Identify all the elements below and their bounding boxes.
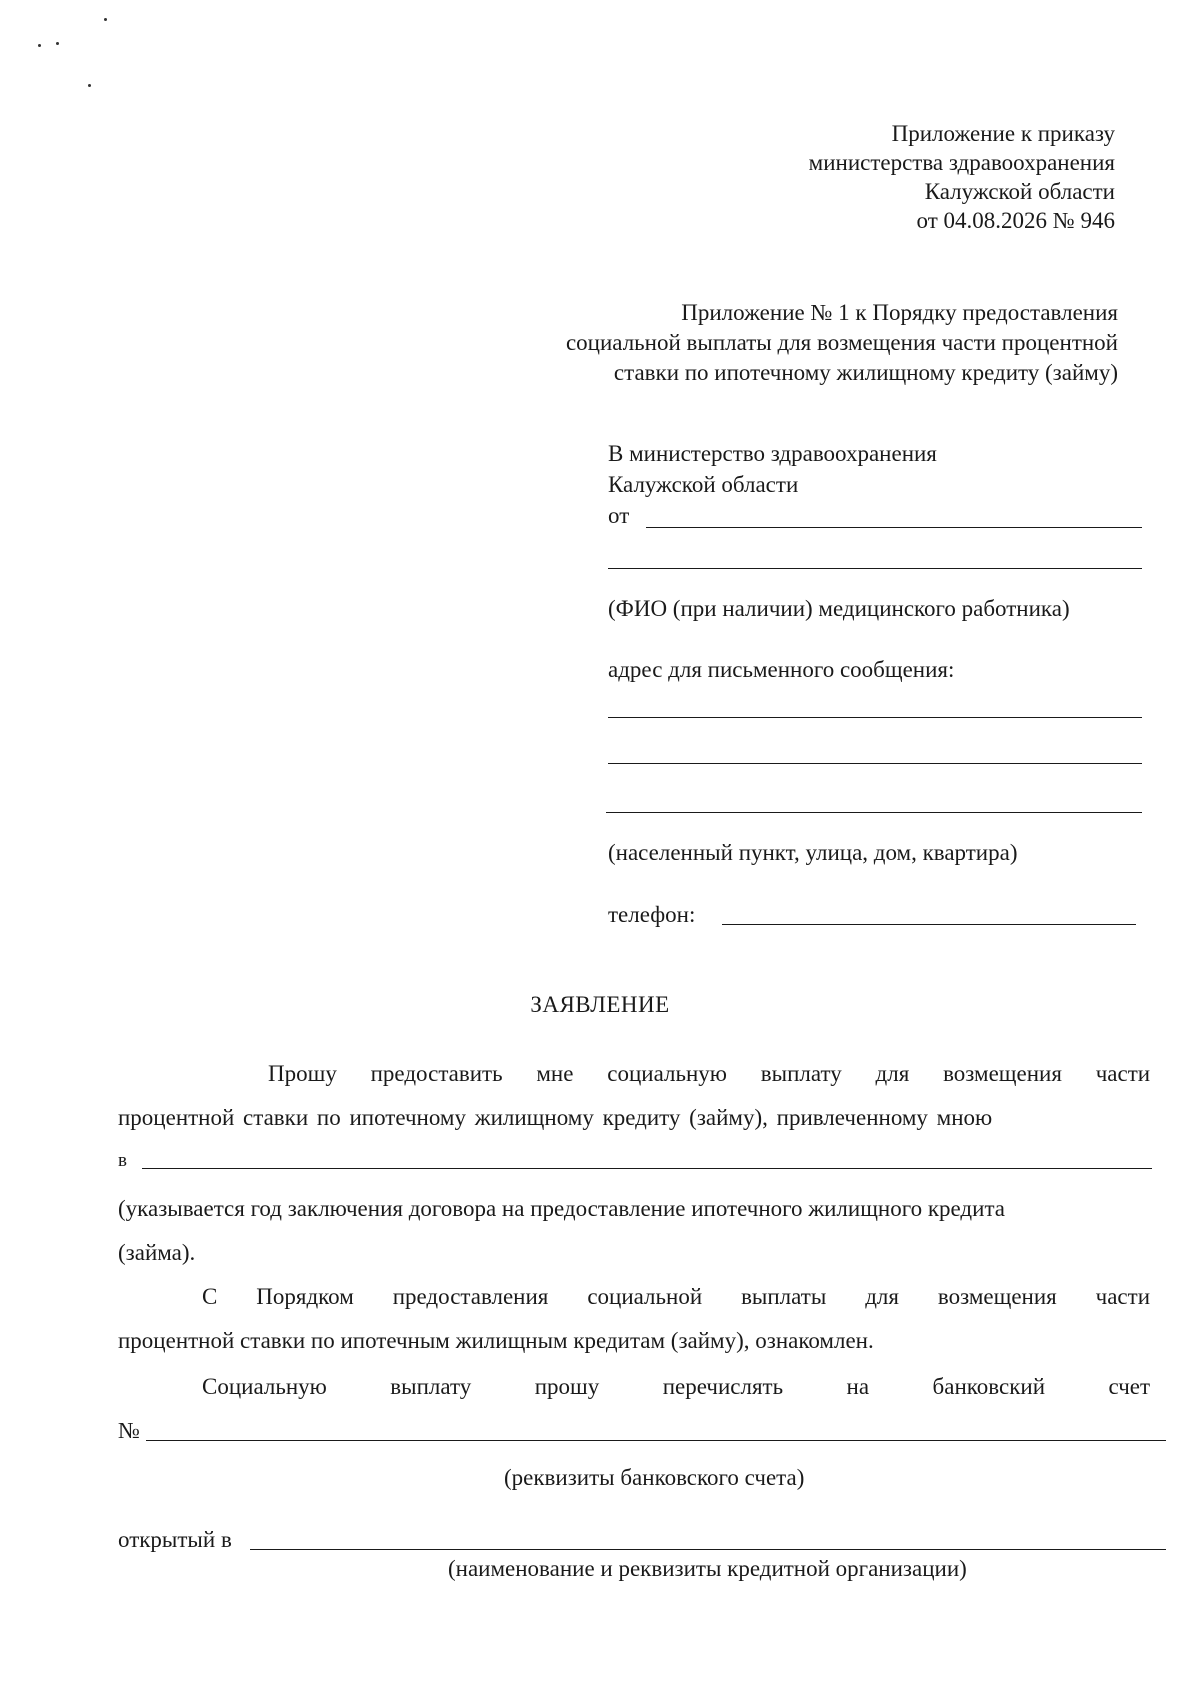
word: части [1095,1284,1151,1309]
word: для [865,1284,899,1309]
word: Прошу [268,1061,337,1086]
appendix-reference [566,298,1118,388]
word: предоставления [392,1284,549,1309]
p3-line1 [202,1284,1150,1310]
word: возмещения [943,1061,1062,1086]
from-name-field-2[interactable] [608,568,1142,569]
word: С [202,1284,218,1309]
p2-line2: (займа). [118,1240,196,1265]
order-line: Калужской области [924,179,1115,204]
p2-line1: (указывается год заключения договора на предоставление ипотечного жилищного кредита [118,1196,1005,1221]
word: выплату [760,1061,842,1086]
address-field-1[interactable] [608,717,1142,718]
order-line: Приложение к приказу [891,121,1115,146]
word: Социальную [202,1374,327,1399]
addressee-line1: В министерство здравоохранения [608,441,937,466]
word: для [875,1061,910,1086]
bank-caption: (наименование и реквизиты кредитной организации) [448,1556,967,1581]
loan-year-field[interactable] [142,1168,1152,1169]
word: прошу [534,1374,600,1399]
word: предоставить [370,1061,503,1086]
p1-line2: процентной ставки по ипотечному жилищному кредиту (займу), привлеченному мною [118,1105,993,1130]
p4-line1 [202,1374,1150,1400]
word: социальную [607,1061,727,1086]
account-prefix: № [118,1418,140,1443]
word: счет [1108,1374,1151,1399]
phone-field[interactable] [722,924,1136,925]
bank-account-field[interactable] [146,1440,1166,1441]
address-caption: (населенный пункт, улица, дом, квартира) [608,840,1018,865]
p1-line1 [268,1061,1150,1087]
order-line: министерства здравоохранения [808,150,1115,175]
appendix-line: ставки по ипотечному жилищному кредиту (займу) [613,360,1118,385]
from-name-field[interactable] [646,527,1142,528]
from-label: от [608,503,630,528]
document-title: ЗАЯВЛЕНИЕ [530,992,670,1017]
addressee-line2: Калужской области [608,472,799,497]
word: социальной [587,1284,703,1309]
appendix-line: социальной выплаты для возмещения части процентной [565,330,1118,355]
order-reference [809,119,1115,235]
account-caption: (реквизиты банковского счета) [504,1465,805,1490]
fio-caption: (ФИО (при наличии) медицинского работника) [608,596,1070,621]
address-field-2[interactable] [608,763,1142,764]
order-line: от 04.08.2026 № 946 [916,208,1115,233]
p3-line2: процентной ставки по ипотечным жилищным кредитам (займу), ознакомлен. [118,1328,874,1353]
word: выплаты [741,1284,827,1309]
phone-label: телефон: [608,902,696,927]
appendix-line: Приложение № 1 к Порядку предоставления [681,300,1118,325]
word: Порядком [256,1284,354,1309]
p1-line3-prefix: в [118,1150,127,1171]
word: перечислять [662,1374,784,1399]
word: возмещения [937,1284,1057,1309]
bank-name-field[interactable] [250,1549,1166,1550]
address-label: адрес для письменного сообщения: [608,657,955,682]
address-field-3[interactable] [606,812,1142,813]
word: банковский [932,1374,1045,1399]
word: выплату [390,1374,472,1399]
word: на [846,1374,870,1399]
word: части [1095,1061,1151,1086]
opened-prefix: открытый в [118,1527,232,1552]
word: мне [536,1061,574,1086]
